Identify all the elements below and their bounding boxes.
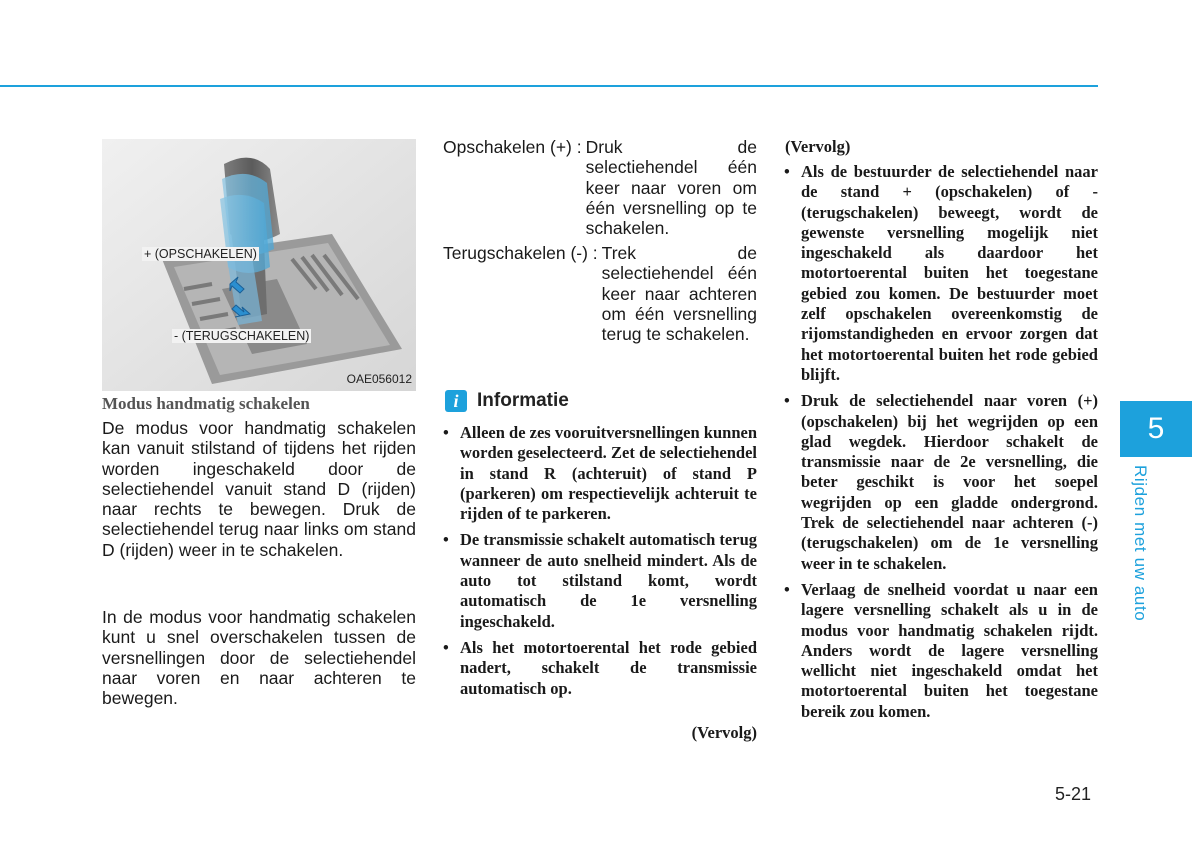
info-icon: i xyxy=(445,390,467,412)
right-bullet-list xyxy=(784,162,1098,728)
list-item xyxy=(443,638,757,699)
bullet: • xyxy=(784,391,790,411)
bullet: • xyxy=(443,423,449,442)
label-downshift: - (TERUGSCHAKELEN) xyxy=(174,329,310,343)
bullet: • xyxy=(443,637,449,657)
continued-heading: (Vervolg) xyxy=(785,137,851,156)
chapter-title: Rijden met uw auto xyxy=(1131,465,1150,622)
definition-term: Terugschakelen (-) : xyxy=(443,243,598,263)
info-heading xyxy=(445,390,569,412)
list-item xyxy=(443,530,757,631)
bullet: • xyxy=(443,530,449,550)
paragraph: In de modus voor handmatig schakelen kunt u snel overschakelen tussen de versnellingen door de selectiehendel naar voren en naar achteren te bewegen. xyxy=(102,607,416,709)
info-bullet-list xyxy=(443,423,757,705)
header-rule xyxy=(0,85,1098,87)
definition-term: Opschakelen (+) : xyxy=(443,137,582,157)
list-item-text: Alleen de zes vooruitversnellingen kunnen worden geselecteerd. Zet de selectiehendel in stand R (achteruit) of stand P (parkeren) om respectievelijk achteruit te rijden of te parkeren. xyxy=(460,423,758,524)
figure-code: OAE056012 xyxy=(346,372,412,386)
list-item-text: Verlaag de snelheid voordat u naar een lagere versnelling schakelt als u in de modus voor handmatig schakelen rijdt. Anders wordt de lagere versnelling wellicht niet ingeschakeld omdat het motortoerental buiten het toegestane bereik zou komen. xyxy=(801,579,1098,721)
definition-downshift xyxy=(443,243,757,344)
list-item-text: De transmissie schakelt automatisch terug wanneer de auto snelheid mindert. Als de auto tot stilstand komt, wordt automatisch de 1e versnelling ingeschakeld. xyxy=(460,530,757,631)
definition-upshift xyxy=(443,137,757,238)
figure-caption: Modus handmatig schakelen xyxy=(102,394,310,413)
chapter-tab: 5 xyxy=(1120,401,1192,457)
list-item xyxy=(784,391,1098,574)
info-title: Informatie xyxy=(477,390,569,411)
list-item xyxy=(443,423,757,524)
definition-desc: Trek de selectiehendel één keer naar achteren om één versnelling terug te schakelen. xyxy=(601,243,757,345)
list-item-text: Als de bestuurder de selectiehendel naar de stand + (opschakelen) of - (terugschakelen) beweegt, wordt de gewenste versnelling mogelijk niet ingeschakeld als daardoor het motortoerental buiten het toegestane gebied zou komen. De bestuurder moet zelf opschakelen overeenkomstig de rijomstandigheden en ervoor zorgen dat het motortoerental buiten het rode gebied blijft. xyxy=(801,162,1098,384)
bullet: • xyxy=(784,162,790,181)
list-item-text: Druk de selectiehendel naar voren (+) (opschakelen) bij het wegrijden op een glad wegdek. Hierdoor schakelt de transmissie naar de 2e versnelling, die beter geschikt is voor het soepel wegrijden op een gladde ondergrond. Trek de selectiehendel naar achteren (-) (terugschakelen) om de 1e versnelling weer in te schakelen. xyxy=(801,391,1098,573)
bullet: • xyxy=(784,579,790,599)
list-item-text: Als het motortoerental het rode gebied nadert, schakelt de transmissie automatisch op. xyxy=(460,637,757,698)
list-item xyxy=(784,580,1098,722)
continued-note: (Vervolg) xyxy=(691,723,757,742)
paragraph: De modus voor handmatig schakelen kan vanuit stilstand of tijdens het rijden worden ingeschakeld door de selectiehendel vanuit stand D (rijden) naar rechts te bewegen. Druk de selectiehendel terug naar links om stand D (rijden) weer in te schakelen. xyxy=(102,418,416,560)
gear-shifter-drawing xyxy=(102,139,416,391)
gear-shifter-illustration xyxy=(102,139,416,391)
definition-desc: Druk de selectiehendel één keer naar voren om één versnelling op te schakelen. xyxy=(585,137,757,239)
label-upshift: + (OPSCHAKELEN) xyxy=(144,247,257,261)
page-number: 5-21 xyxy=(1055,784,1092,804)
list-item xyxy=(784,162,1098,385)
